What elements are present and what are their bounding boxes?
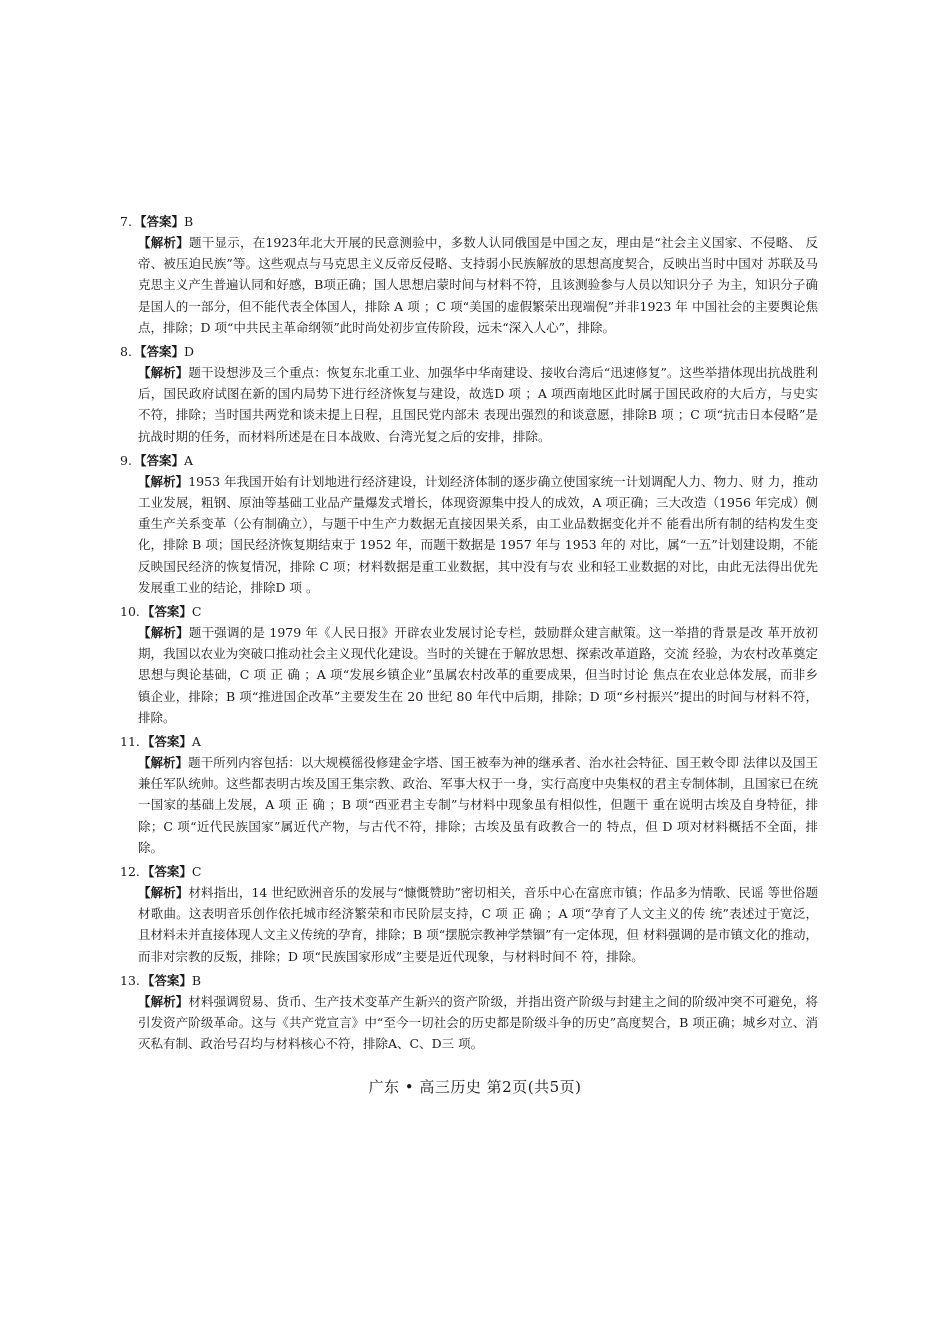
question-item <box>118 862 818 967</box>
question-item <box>118 971 818 1055</box>
analysis-text: 题干显示，在1923年北大开展的民意测验中，多数人认同俄国是中国之友，理由是“社会主义国家、不侵略、 反帝、被压迫民族”等。这些观点与马克思主义反帝反侵略、支持弱小民族解放的思想高度契合，反映出当时中国对 苏联及马克思主义产生普遍认同和好感，B项正确；国人思想启蒙时间与材料不符，且该测验参与人员以知识分子 为主，知识分子确是国人的一部分，但不能代表全体国人，排除 A 项 ；C 项“美国的虚假繁荣出现端倪”并非1923 年 中国社会的主要舆论焦点，排除；D 项“中共民主革命纲领”此时尚处初步宣传阶段，远未“深入人心”，排除。 <box>138 235 818 335</box>
answer-explanations <box>118 212 818 1059</box>
answer-line <box>120 971 818 991</box>
analysis-paragraph <box>138 232 818 338</box>
question-number: 10. <box>120 604 140 620</box>
analysis-paragraph <box>138 882 818 967</box>
answer-tag: 【答案】 <box>133 344 184 360</box>
analysis-tag: 【解析】 <box>138 885 189 901</box>
analysis-tag: 【解析】 <box>138 625 189 641</box>
answer-line <box>120 212 818 232</box>
question-number: 9. <box>120 452 132 468</box>
question-item <box>118 451 818 598</box>
answer-line <box>120 732 818 752</box>
answer-tag: 【答案】 <box>141 604 192 620</box>
analysis-paragraph <box>138 752 818 858</box>
answer-tag: 【答案】 <box>133 452 184 468</box>
analysis-text: 题干强调的是 1979 年《人民日报》开辟农业发展讨论专栏，鼓励群众建言献策。这一举措的背景是改 革开放初期，我国以农业为突破口推动社会主义现代化建设。当时的关键在于解放思想、探索改革道路，交流 经验，为农村改革奠定思想与舆论基础，C 项 正 确 ；A 项“发展乡镇企业”虽属农村改革的重要成果，但当时讨论 焦点在农业总体发展，而非乡镇企业，排除；B 项“推进国企改革”主要发生在 20 世纪 80 年代中后期，排除；D 项“乡村振兴”提出的时间与材料不符，排除。 <box>138 625 818 725</box>
question-number: 8. <box>120 344 132 360</box>
question-item <box>118 212 818 338</box>
analysis-paragraph <box>138 471 818 598</box>
answer-value: B <box>191 972 202 988</box>
answer-value: B <box>183 214 194 229</box>
answer-value: A <box>191 734 201 750</box>
page-footer: 广东 • 高三历史 第2页(共5页) <box>368 1078 582 1096</box>
analysis-tag: 【解析】 <box>138 365 189 381</box>
analysis-text: 题干所列内容包括：以大规模徭役修建金字塔、国王被奉为神的继承者、治水社会特征、国王敕令即 法律以及国王兼任军队统帅。这些都表明古埃及国王集宗教、政治、军事大权于一身，实行高度中央集权的君主专制体制，且国家已在统一国家的基础上发展，A 项 正 确 ；B 项“西亚君主专制”与材料中现象虽有相似性，但题干 重在说明古埃及自身特征，排除；C 项“近代民族国家”属近代产物，与古代不符，排除；古埃及虽有政教合一的 特点，但 D 项对材料概括不全面，排除。 <box>138 755 818 855</box>
analysis-text: 题干设想涉及三个重点：恢复东北重工业、加强华中华南建设、接收台湾后“迅速修复”。这些举措体现出抗战胜利后，国民政府试图在新的国内局势下进行经济恢复与建设，故选D 项 ；A 项西南地区此时属于国民政府的大后方，与史实不符，排除；当时国共两党和谈未提上日程，且国民党内部未 表现出强烈的和谈意愿，排除B 项 ；C 项“抗击日本侵略”是抗战时期的任务，而材料所述是在日本战败、台湾光复之后的安排，排除。 <box>138 365 818 444</box>
analysis-paragraph <box>138 362 818 447</box>
question-number: 12. <box>120 864 140 880</box>
answer-value: C <box>191 604 202 620</box>
answer-line <box>120 451 818 471</box>
answer-value: C <box>191 864 202 880</box>
analysis-paragraph <box>138 622 818 728</box>
analysis-tag: 【解析】 <box>138 235 189 250</box>
answer-tag: 【答案】 <box>141 864 192 880</box>
question-item <box>118 602 818 728</box>
answer-line <box>120 602 818 622</box>
answer-value: A <box>183 452 193 468</box>
answer-tag: 【答案】 <box>141 734 192 750</box>
analysis-text: 材料强调贸易、货币、生产技术变革产生新兴的资产阶级，并指出资产阶级与封建主之间的阶级冲突不可避免，将引发资产阶级革命。这与《共产党宣言》中“至今一切社会的历史都是阶级斗争的历史”高度契合，B 项正确；城乡对立、消灭私有制、政治号召均与材料核心不符，排除A、C、D三 项。 <box>138 993 818 1052</box>
question-item <box>118 732 818 858</box>
answer-tag: 【答案】 <box>141 972 192 988</box>
answer-tag: 【答案】 <box>133 214 184 229</box>
question-number: 13. <box>120 972 140 988</box>
answer-line <box>120 862 818 882</box>
answer-line <box>120 342 818 362</box>
answer-value: D <box>183 344 194 360</box>
analysis-tag: 【解析】 <box>138 993 189 1009</box>
question-item <box>118 342 818 447</box>
analysis-tag: 【解析】 <box>138 755 189 771</box>
question-number: 11. <box>120 734 140 750</box>
analysis-paragraph <box>138 991 818 1055</box>
analysis-tag: 【解析】 <box>138 473 189 489</box>
analysis-text: 材料指出，14 世纪欧洲音乐的发展与“慷慨赞助”密切相关，音乐中心在富庶市镇；作品多为情歌、民谣 等世俗题材歌曲。这表明音乐创作依托城市经济繁荣和市民阶层支持，C 项 正 确 ；A 项“孕育了人文主义的传 统”表述过于宽泛，且材料未并直接体现人文主义传统的孕育，排除；B 项“摆脱宗教神学禁锢”有一定体现，但 材料强调的是市镇文化的推动，而非对宗教的反叛，排除；D 项“民族国家形成”主要是近代现象，与材料时间不 符，排除。 <box>138 885 818 964</box>
analysis-text: 1953 年我国开始有计划地进行经济建设，计划经济体制的逐步确立使国家统一计划调配人力、物力、财 力，推动工业发展，粗钢、原油等基础工业品产量爆发式增长，体现资源集中投人的成效，A 项正确；三大改造（1956 年完成）侧重生产关系变革（公有制确立），与题干中生产力数据无直接因果关系，由工业品数据变化并不 能看出所有制的结构发生变化，排除 B 项；国民经济恢复期结束于 1952 年，而题干数据是 1957 年与 1953 年的 对比，属“一五”计划建设期，不能反映国民经济的恢复情况，排除 C 项；材料数据是重工业数据，其中没有与农 业和轻工业数据的对比，由此无法得出优先发展重工业的结论，排除D 项 。 <box>138 473 818 595</box>
question-number: 7. <box>120 214 132 229</box>
